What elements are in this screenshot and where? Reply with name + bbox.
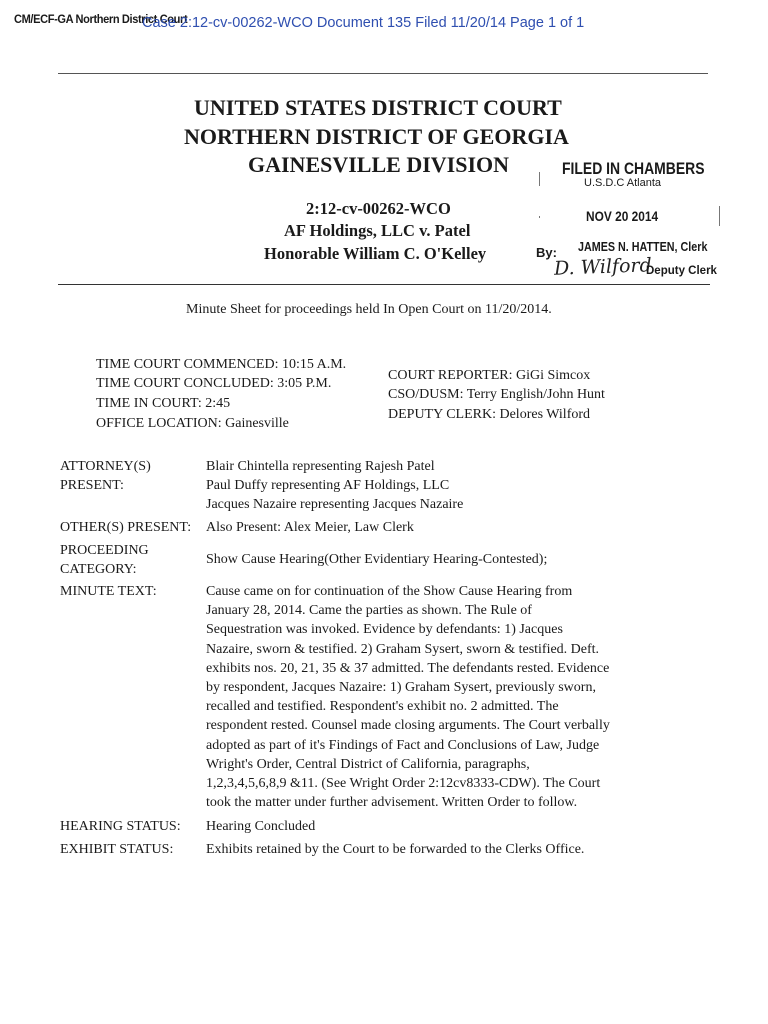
stamp-court: U.S.D.C Atlanta	[584, 177, 662, 189]
stamp-edge-mark	[539, 216, 540, 218]
minute-text-line: adopted as part of it's Findings of Fact and Conclusions of Law, Judge	[206, 737, 600, 753]
court-name-line-2: NORTHERN DISTRICT OF GEORGIA	[184, 124, 569, 149]
case-number: 2:12-cv-00262-WCO	[306, 199, 451, 218]
stamp-edge-mark	[719, 206, 720, 226]
ecf-header-label: CM/ECF-GA Northern District Court	[14, 12, 188, 26]
deputy-signature: D. Wilford	[553, 254, 653, 280]
attorney-entry: Paul Duffy representing AF Holdings, LLC	[206, 478, 450, 494]
minute-text-line: Nazaire, sworn & testified. 2) Graham Sysert, sworn & testified. Deft.	[206, 641, 600, 657]
deputy-clerk: DEPUTY CLERK: Delores Wilford	[388, 407, 591, 422]
case-parties: AF Holdings, LLC v. Patel	[284, 221, 471, 240]
time-commenced: TIME COURT COMMENCED: 10:15 A.M.	[96, 357, 347, 372]
attorneys-list	[206, 457, 463, 515]
court-name-line-1: UNITED STATES DISTRICT COURT	[194, 95, 562, 120]
minute-text-line: by respondent, Jacques Nazaire: 1) Graham Sysert, previously sworn,	[206, 680, 596, 696]
proceeding-category-label	[60, 541, 149, 579]
caption-divider	[58, 284, 710, 285]
hearing-status-label: HEARING STATUS:	[60, 819, 181, 834]
minute-text-line: Wright's Order, Central District of California, paragraphs,	[206, 756, 530, 772]
exhibit-status-label: EXHIBIT STATUS:	[60, 842, 174, 857]
time-concluded: TIME COURT CONCLUDED: 3:05 P.M.	[96, 376, 332, 391]
minute-text-line: January 28, 2014. Came the parties as shown. The Rule of	[206, 603, 532, 619]
minute-text-line: Sequestration was invoked. Evidence by defendants: 1) Jacques	[206, 622, 563, 638]
attorney-entry: Blair Chintella representing Rajesh Patel	[206, 459, 435, 474]
stamp-deputy-label: Deputy Clerk	[646, 265, 717, 277]
minute-text-line: exhibits nos. 20, 21, 35 & 37 admitted. The defendants rested. Evidence	[206, 660, 610, 676]
attorneys-label	[60, 457, 151, 495]
proceeding-category-value: Show Cause Hearing(Other Evidentiary Hearing-Contested);	[206, 552, 548, 567]
minute-text-line: took the matter under further advisement. Written Order to follow.	[206, 795, 578, 811]
others-present-label: OTHER(S) PRESENT:	[60, 520, 192, 535]
court-division: GAINESVILLE DIVISION	[248, 152, 510, 177]
minute-sheet-heading: Minute Sheet for proceedings held In Open Court on 11/20/2014.	[186, 302, 552, 317]
minute-text-label: MINUTE TEXT:	[60, 584, 157, 599]
pacer-filing-stamp: Case 2:12-cv-00262-WCO Document 135 Filed 11/20/14 Page 1 of 1	[142, 15, 585, 31]
proceeding-label-line-1: PROCEEDING	[60, 543, 149, 558]
hearing-status-value: Hearing Concluded	[206, 819, 316, 834]
minute-text-line: 1,2,3,4,5,6,8,9 &11. (See Wright Order 2:12cv8333-CDW). The Court	[206, 776, 601, 792]
attorney-entry: Jacques Nazaire representing Jacques Nazaire	[206, 497, 464, 513]
office-location: OFFICE LOCATION: Gainesville	[96, 416, 289, 431]
stamp-edge-mark	[539, 172, 540, 186]
time-in-court: TIME IN COURT: 2:45	[96, 396, 231, 411]
stamp-title: FILED IN CHAMBERS	[562, 159, 705, 178]
case-judge: Honorable William C. O'Kelley	[264, 244, 487, 263]
proceeding-label-line-2: CATEGORY:	[60, 562, 137, 577]
stamp-by-label: By:	[536, 245, 557, 260]
court-reporter: COURT REPORTER: GiGi Simcox	[388, 368, 591, 383]
top-divider	[58, 73, 708, 74]
stamp-clerk: JAMES N. HATTEN, Clerk	[578, 240, 708, 254]
minute-text-line: recalled and testified. Respondent's exhibit no. 2 admitted. The	[206, 699, 559, 715]
stamp-date: NOV 20 2014	[586, 208, 659, 224]
minute-text-line: Cause came on for continuation of the Show Cause Hearing from	[206, 584, 573, 599]
minute-text-body	[206, 582, 656, 812]
cso-dusm: CSO/DUSM: Terry English/John Hunt	[388, 387, 605, 402]
others-present-value: Also Present: Alex Meier, Law Clerk	[206, 520, 414, 535]
exhibit-status-value: Exhibits retained by the Court to be forwarded to the Clerks Office.	[206, 842, 585, 857]
minute-text-line: respondent rested. Counsel made closing arguments. The Court verbally	[206, 718, 610, 734]
attorneys-label-line-1: ATTORNEY(S)	[60, 459, 151, 474]
attorneys-label-line-2: PRESENT:	[60, 478, 124, 493]
